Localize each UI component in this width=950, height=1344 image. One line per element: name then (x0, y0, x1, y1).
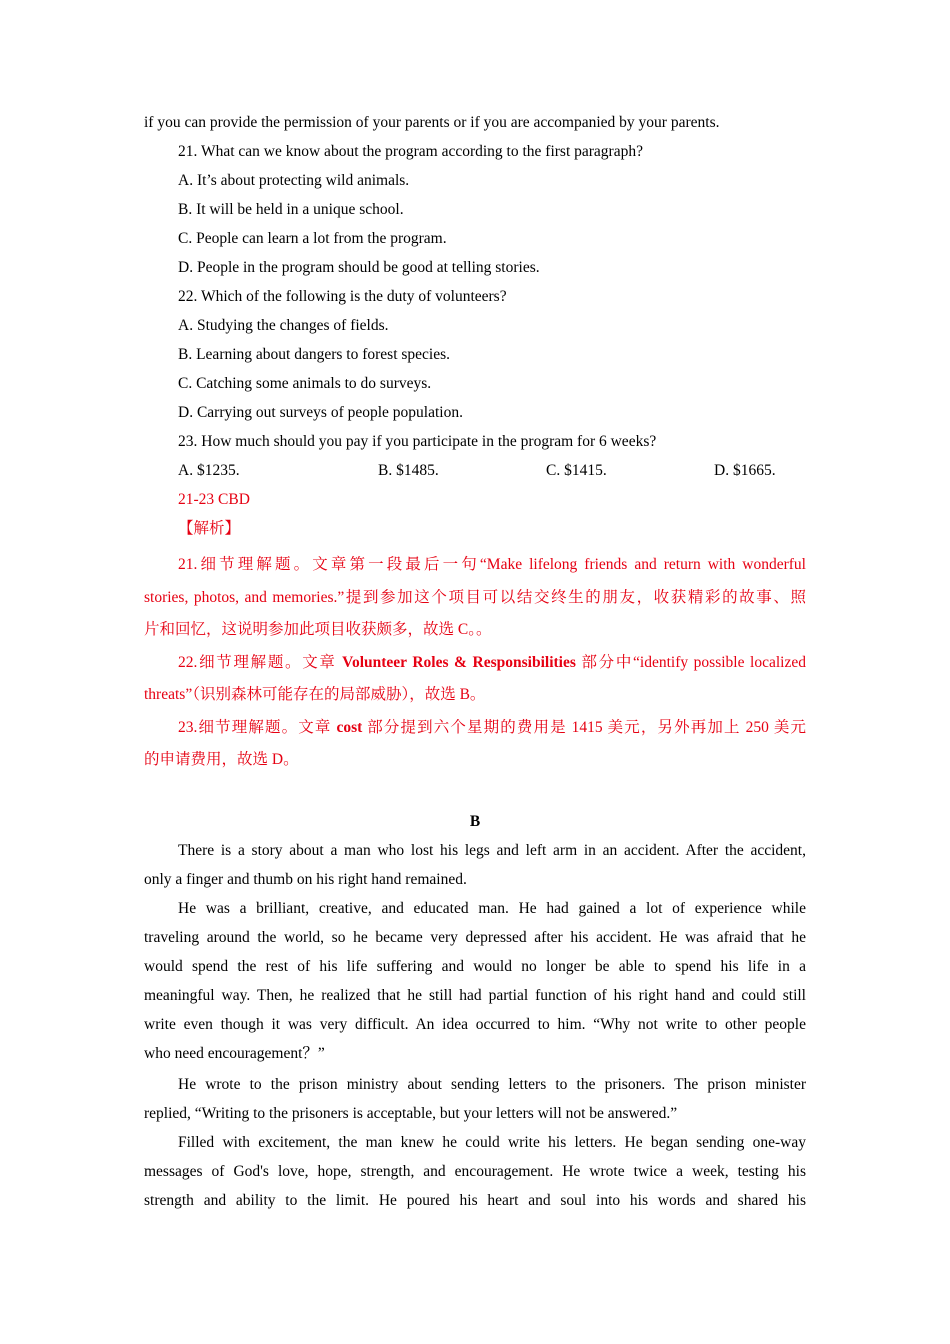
question-22-option-a: A. Studying the changes of fields. (178, 317, 389, 334)
question-23-options (144, 456, 806, 485)
analysis-23-post: 部分提到六个星期的费用是 1415 美元，另外再加上 250 美元 (362, 718, 806, 736)
analysis-21-line-3: 片和回忆，这说明参加此项目收获颇多，故选 C。。 (144, 621, 492, 638)
story-passage (144, 836, 806, 1215)
question-21-option-d: D. People in the program should be good at telling stories. (178, 259, 540, 276)
analysis-23-line-1 (144, 712, 806, 745)
question-23-option-d: D. $1665. (714, 462, 776, 479)
answer-key: 21-23 CBD (178, 491, 250, 508)
story-p2-line-3: would spend the rest of his life suffering and would no longer be able to spend his life in a (144, 957, 806, 975)
analysis-23-pre: 23.细节理解题。文章 (178, 718, 337, 736)
question-21-option-c: C. People can learn a lot from the program. (178, 230, 447, 247)
story-p4-line-1: Filled with excitement, the man knew he could write his letters. He began sending one-way (178, 1133, 806, 1151)
story-p3-line-2: replied, “Writing to the prisoners is acceptable, but your letters will not be answered.” (144, 1104, 678, 1122)
analysis-22-pre: 22.细节理解题。文章 (178, 653, 343, 671)
document-page (144, 108, 806, 1215)
question-22-option-c: C. Catching some animals to do surveys. (178, 375, 432, 392)
question-23-option-a: A. $1235. (178, 462, 240, 479)
question-23-option-c: C. $1415. (546, 462, 607, 479)
question-21-option-b: B. It will be held in a unique school. (178, 201, 404, 218)
question-21-option-a: A. It’s about protecting wild animals. (178, 172, 410, 189)
question-22-option-d: D. Carrying out surveys of people population. (178, 404, 463, 421)
analysis-21-line-1: 21.细节理解题。文章第一段最后一句“Make lifelong friends and return with wonderful (178, 556, 806, 573)
question-22-option-b: B. Learning about dangers to forest species. (178, 346, 451, 363)
story-p4-line-3: strength and ability to the limit. He poured his heart and soul into his words and shared his (144, 1191, 806, 1209)
story-p2-line-5: write even though it was very difficult. An idea occurred to him. “Why not write to other people (144, 1015, 806, 1033)
analysis-23-section: cost (336, 718, 363, 736)
analysis-23-line-2: 的申请费用，故选 D。 (144, 751, 299, 768)
story-p2-line-2: traveling around the world, so he became very depressed after his accident. He was afraid that he (144, 928, 806, 946)
lead-line: if you can provide the permission of your parents or if you are accompanied by your parents. (144, 114, 720, 131)
story-p2-line-1: He was a brilliant, creative, and educated man. He had gained a lot of experience while (178, 899, 806, 917)
story-p1-line-1: There is a story about a man who lost his legs and left arm in an accident. After the accident, (178, 841, 806, 859)
section-title: B (469, 812, 481, 830)
analysis-22-section: Volunteer Roles & Responsibilities (342, 653, 576, 671)
analysis-heading: 【解析】 (178, 520, 241, 537)
question-21-stem: 21. What can we know about the program according to the first paragraph? (178, 143, 643, 160)
story-p2-line-4: meaningful way. Then, he realized that he still had partial function of his right hand and could still (144, 986, 806, 1004)
analysis-22-post: 部分中“identify possible localized (575, 653, 806, 671)
question-23-stem: 23. How much should you pay if you participate in the program for 6 weeks? (178, 433, 657, 450)
question-23-option-b: B. $1485. (378, 462, 439, 479)
story-p4-line-2: messages of God's love, hope, strength, and encouragement. He wrote twice a week, testing his (144, 1162, 806, 1180)
question-22-stem: 22. Which of the following is the duty of volunteers? (178, 288, 507, 305)
analysis-21-line-2: stories, photos, and memories.”提到参加这个项目可以结交终生的朋友，收获精彩的故事、照 (144, 588, 806, 606)
story-p2-line-6: who need encouragement？” (144, 1044, 325, 1062)
story-p3-line-1: He wrote to the prison ministry about sending letters to the prisoners. The prison minister (178, 1075, 806, 1093)
analysis-block (144, 549, 806, 777)
analysis-22-line-2: threats”（识别森林可能存在的局部威胁），故选 B。 (144, 686, 486, 703)
analysis-22-line-1 (144, 647, 806, 680)
story-p1-line-2: only a finger and thumb on his right hand remained. (144, 870, 467, 888)
